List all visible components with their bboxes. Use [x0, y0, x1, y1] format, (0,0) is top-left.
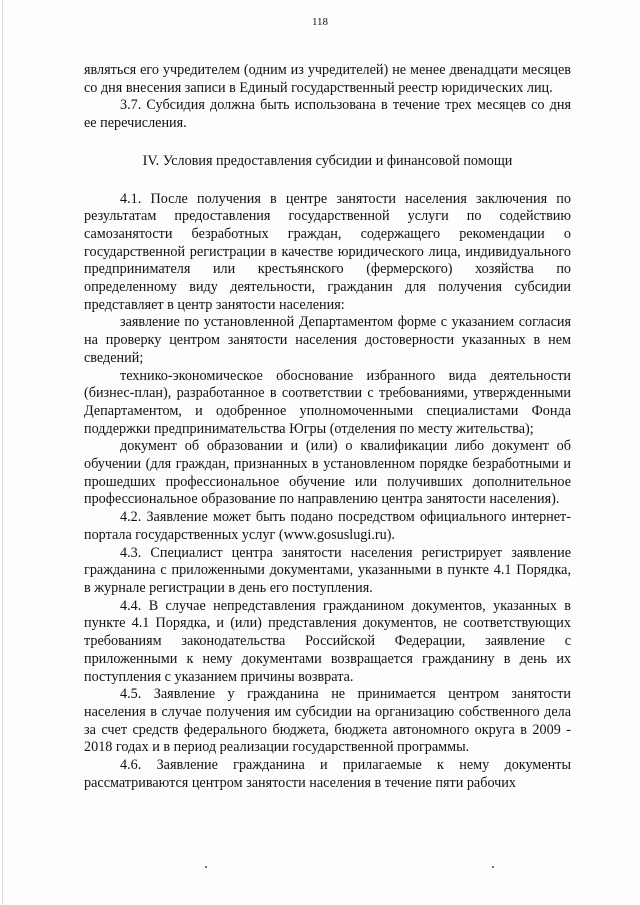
section-heading: IV. Условия предоставления субсидии и финансовой помощи [142, 152, 513, 169]
list-item-business-plan: технико-экономическое обоснование избранного вида деятельности (бизнес-план), разработанное в соответствии с требованиями, утвержденными Департаментом, и одобренное уполномоченными специалистами Фонда поддержки предпринимательства Югры (отделения по месту жительства); [84, 367, 571, 437]
list-item-education-document: документ об образовании и (или) о квалификации либо документ об обучении (для граждан, признанных в установленном порядке безработными и прошедших профессиональное обучение или получивших дополнительное профессиональное образование по направлению центра занятости населения). [84, 438, 571, 508]
paragraph-4-2: 4.2. Заявление может быть подано посредством официального интернет-портала государственных услуг (www.gosuslugi.ru). [84, 509, 571, 543]
paragraph-4-5: 4.5. Заявление у гражданина не принимается центром занятости населения в случае получения им субсидии на организацию собственного дела за счет средств федерального бюджета, бюджета автономного округа в 2009 - 2018 годах и в период реализации государственной программы. [84, 686, 571, 756]
scan-edge-line [2, 0, 3, 905]
scan-speck-right [492, 866, 494, 868]
paragraph-3-7: 3.7. Субсидия должна быть использована в течение трех месяцев со дня ее перечисления. [84, 97, 571, 132]
scan-speck-left [205, 866, 207, 868]
paragraph-continuation: являться его учредителем (одним из учредителей) не менее двенадцати месяцев со дня внесения записи в Единый государственный реестр юридических лиц. [84, 62, 571, 96]
page-number: 118 [311, 16, 329, 28]
paragraph-4-3: 4.3. Специалист центра занятости населения регистрирует заявление гражданина с приложенными документами, указанными в пункте 4.1 Порядка, в журнале регистрации в день его поступления. [84, 544, 571, 596]
paragraph-4-6: 4.6. Заявление гражданина и прилагаемые к нему документы рассматриваются центром занятости населения в течение пяти рабочих [84, 757, 571, 791]
list-item-application: заявление по установленной Департаментом форме с указанием согласия на проверку центром занятости населения достоверности указанных в нем сведений; [84, 314, 571, 366]
paragraph-4-1: 4.1. После получения в центре занятости населения заключения по результатам предоставления государственной услуги по содействию самозанятости безработных граждан, содержащего рекомендации о государственной регистрации в качестве юридического лица, индивидуального предпринимателя или крестьянского (фермерского) хозяйства по определенному виду деятельности, гражданин для получения субсидии представляет в центр занятости населения: [84, 190, 571, 313]
document-body [84, 62, 571, 792]
paragraph-4-4: 4.4. В случае непредставления гражданином документов, указанных в пункте 4.1 Порядка, и (или) представления документов, не соответствующих требованиям законодательства Российской Федерации, заявление с приложенными к нему документами возвращается гражданину в день их поступления с указанием причины возврата. [84, 597, 571, 685]
